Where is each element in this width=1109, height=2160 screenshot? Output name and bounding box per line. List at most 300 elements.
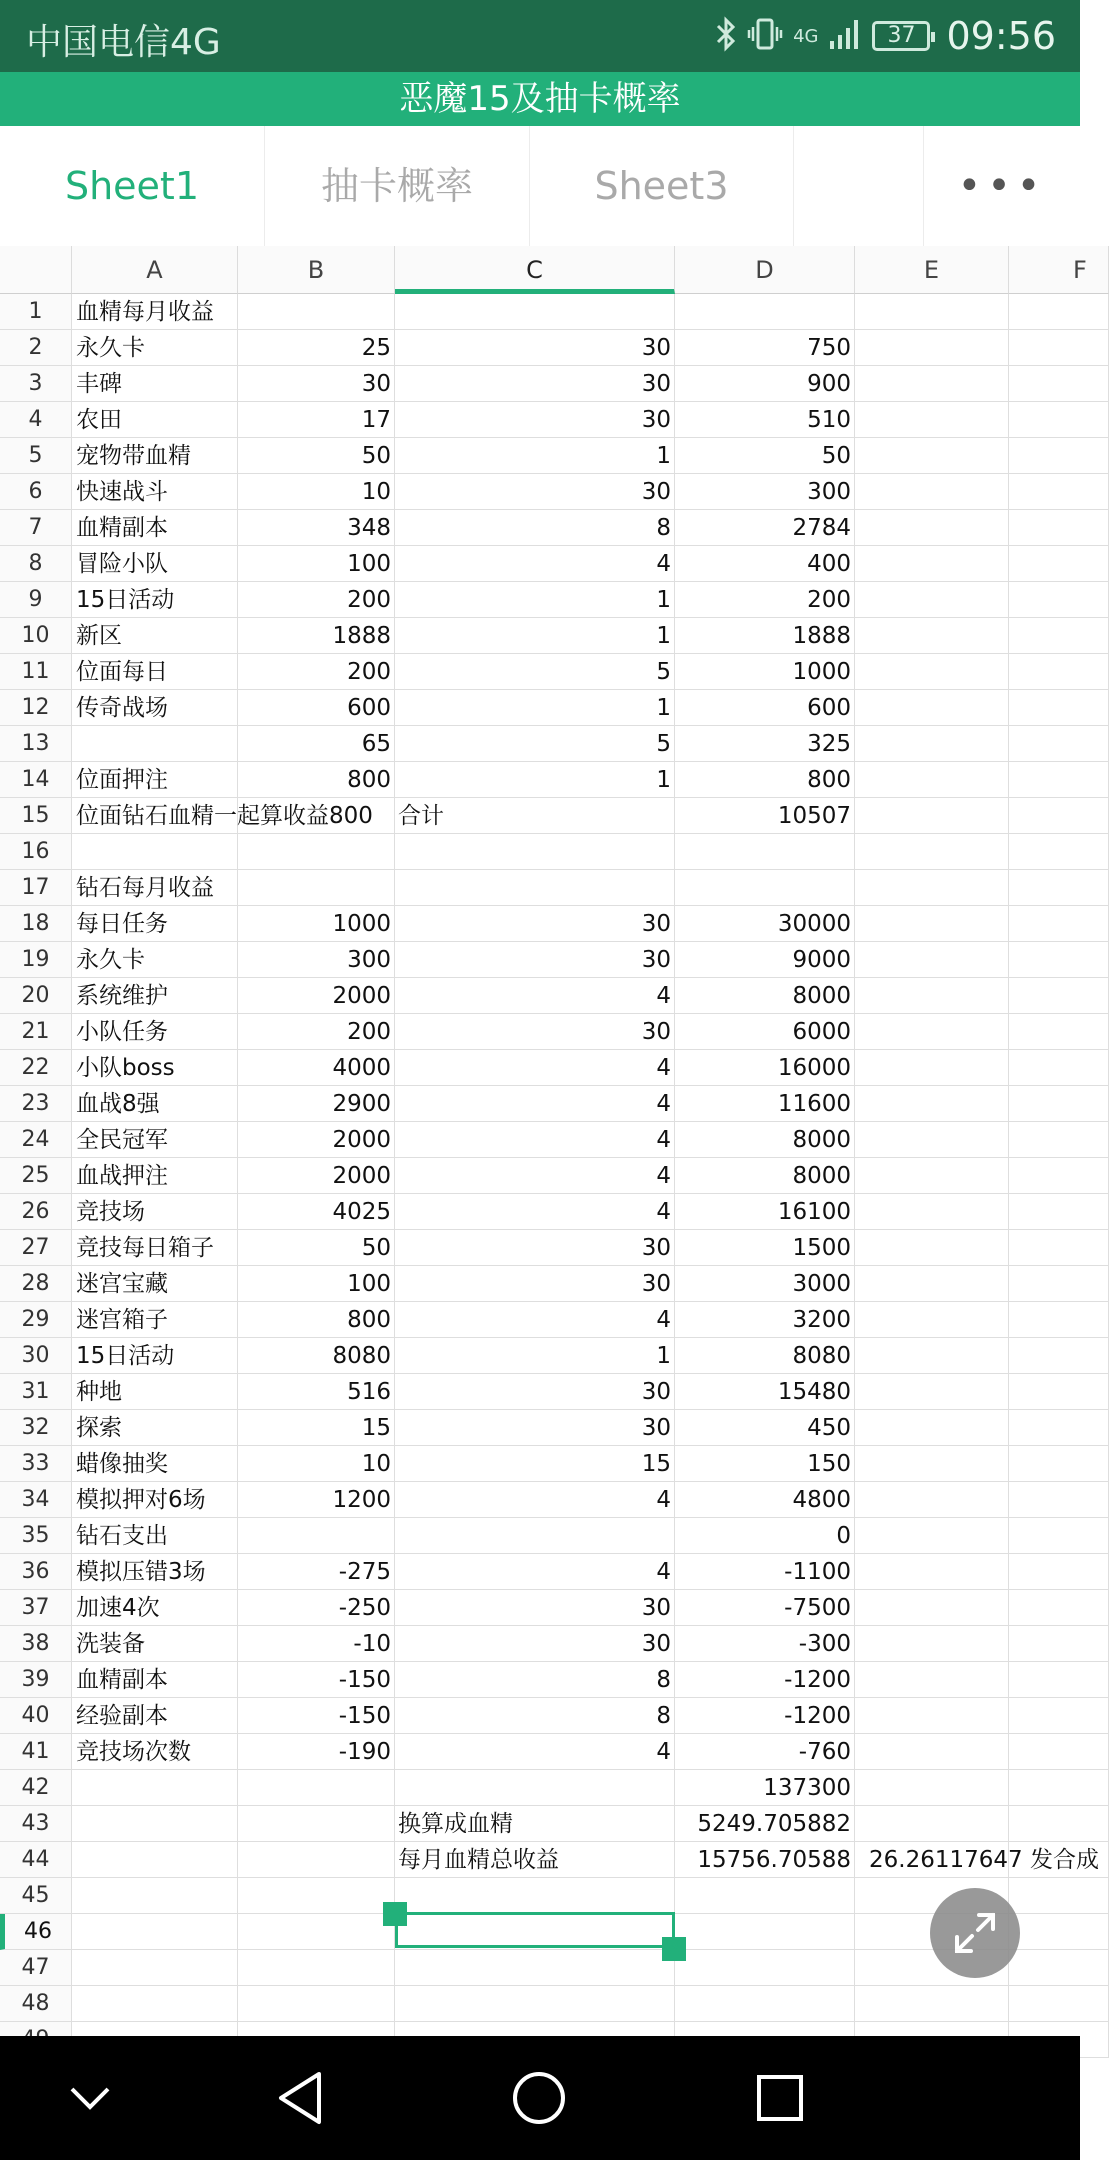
cell-c[interactable]: 30 bbox=[395, 1590, 675, 1626]
cell-d[interactable]: 8080 bbox=[675, 1338, 855, 1374]
cell-a[interactable]: 迷宫宝藏 bbox=[72, 1266, 238, 1302]
cell-b[interactable]: 15 bbox=[238, 1410, 395, 1446]
cell-c[interactable]: 每月血精总收益 bbox=[395, 1842, 675, 1878]
cell-f[interactable] bbox=[1009, 1842, 1109, 1878]
cell-b[interactable] bbox=[238, 1878, 395, 1914]
row-number[interactable]: 8 bbox=[0, 546, 72, 582]
cell-f[interactable] bbox=[1009, 1338, 1109, 1374]
cell-c[interactable]: 30 bbox=[395, 330, 675, 366]
cell-e[interactable] bbox=[855, 654, 1009, 690]
cell-b[interactable]: 2900 bbox=[238, 1086, 395, 1122]
cell-c[interactable] bbox=[395, 1950, 675, 1986]
cell-f[interactable] bbox=[1009, 1698, 1109, 1734]
cell-c[interactable]: 30 bbox=[395, 1266, 675, 1302]
cell-d[interactable]: 137300 bbox=[675, 1770, 855, 1806]
cell-c[interactable]: 8 bbox=[395, 1698, 675, 1734]
row-number[interactable]: 29 bbox=[0, 1302, 72, 1338]
cell-f[interactable] bbox=[1009, 1950, 1109, 1986]
cell-f[interactable] bbox=[1009, 834, 1109, 870]
cell-b[interactable]: -10 bbox=[238, 1626, 395, 1662]
row-number[interactable]: 26 bbox=[0, 1194, 72, 1230]
cell-b[interactable]: 50 bbox=[238, 1230, 395, 1266]
cell-d[interactable]: 10507 bbox=[675, 798, 855, 834]
cell-b[interactable] bbox=[238, 1986, 395, 2022]
row-number[interactable]: 32 bbox=[0, 1410, 72, 1446]
cell-d[interactable]: 450 bbox=[675, 1410, 855, 1446]
cell-b[interactable]: 2000 bbox=[238, 1122, 395, 1158]
cell-d[interactable]: 8000 bbox=[675, 1122, 855, 1158]
selection-handle-end[interactable] bbox=[662, 1937, 686, 1961]
cell-e[interactable] bbox=[855, 690, 1009, 726]
cell-a[interactable]: 竞技场 bbox=[72, 1194, 238, 1230]
cell-e[interactable] bbox=[855, 1518, 1009, 1554]
cell-b[interactable]: 516 bbox=[238, 1374, 395, 1410]
cell-b[interactable] bbox=[238, 1950, 395, 1986]
cell-f[interactable] bbox=[1009, 1878, 1109, 1914]
cell-d[interactable]: 8000 bbox=[675, 1158, 855, 1194]
cell-f[interactable] bbox=[1009, 1806, 1109, 1842]
cell-e[interactable] bbox=[855, 1554, 1009, 1590]
cell-c[interactable]: 30 bbox=[395, 906, 675, 942]
cell-a[interactable] bbox=[72, 834, 238, 870]
cell-b[interactable]: 348 bbox=[238, 510, 395, 546]
row-number[interactable]: 28 bbox=[0, 1266, 72, 1302]
cell-a[interactable] bbox=[72, 1914, 238, 1950]
cell-b[interactable] bbox=[238, 1806, 395, 1842]
cell-e[interactable] bbox=[855, 726, 1009, 762]
cell-a[interactable]: 传奇战场 bbox=[72, 690, 238, 726]
cell-e[interactable] bbox=[855, 1158, 1009, 1194]
cell-f[interactable] bbox=[1009, 1410, 1109, 1446]
cell-d[interactable]: 16100 bbox=[675, 1194, 855, 1230]
row-number[interactable]: 31 bbox=[0, 1374, 72, 1410]
cell-f[interactable] bbox=[1009, 438, 1109, 474]
cell-e[interactable] bbox=[855, 1734, 1009, 1770]
cell-d[interactable]: 300 bbox=[675, 474, 855, 510]
cell-a[interactable]: 钻石支出 bbox=[72, 1518, 238, 1554]
cell-b[interactable] bbox=[238, 294, 395, 330]
cell-f[interactable] bbox=[1009, 1770, 1109, 1806]
cell-f[interactable] bbox=[1009, 582, 1109, 618]
cell-e[interactable] bbox=[855, 1086, 1009, 1122]
cell-b[interactable]: 30 bbox=[238, 366, 395, 402]
cell-a[interactable]: 蜡像抽奖 bbox=[72, 1446, 238, 1482]
cell-b[interactable] bbox=[238, 1842, 395, 1878]
cell-d[interactable]: 1888 bbox=[675, 618, 855, 654]
cell-c[interactable]: 30 bbox=[395, 1374, 675, 1410]
column-header-f[interactable]: F bbox=[1009, 246, 1109, 294]
cell-f[interactable] bbox=[1009, 1374, 1109, 1410]
cell-f[interactable] bbox=[1009, 1302, 1109, 1338]
cell-e[interactable] bbox=[855, 1410, 1009, 1446]
cell-f[interactable] bbox=[1009, 762, 1109, 798]
cell-e[interactable] bbox=[855, 978, 1009, 1014]
cell-e[interactable] bbox=[855, 546, 1009, 582]
cell-b[interactable]: -190 bbox=[238, 1734, 395, 1770]
cell-d[interactable]: 400 bbox=[675, 546, 855, 582]
cell-e[interactable] bbox=[855, 942, 1009, 978]
cell-d[interactable]: 5249.705882 bbox=[675, 1806, 855, 1842]
cell-f[interactable] bbox=[1009, 618, 1109, 654]
cell-c[interactable]: 30 bbox=[395, 1410, 675, 1446]
cell-d[interactable] bbox=[675, 1878, 855, 1914]
cell-b[interactable]: 200 bbox=[238, 654, 395, 690]
column-header-b[interactable]: B bbox=[238, 246, 395, 294]
cell-b[interactable]: 1200 bbox=[238, 1482, 395, 1518]
cell-b[interactable] bbox=[238, 1770, 395, 1806]
cell-d[interactable] bbox=[675, 834, 855, 870]
cell-b[interactable]: -150 bbox=[238, 1662, 395, 1698]
cell-selection[interactable] bbox=[395, 1912, 675, 1948]
cell-a[interactable]: 血战8强 bbox=[72, 1086, 238, 1122]
cell-b[interactable] bbox=[238, 870, 395, 906]
row-number[interactable]: 16 bbox=[0, 834, 72, 870]
cell-e[interactable] bbox=[855, 1806, 1009, 1842]
row-number[interactable]: 9 bbox=[0, 582, 72, 618]
row-number[interactable]: 42 bbox=[0, 1770, 72, 1806]
cell-a[interactable]: 位面每日 bbox=[72, 654, 238, 690]
cell-a[interactable] bbox=[72, 1806, 238, 1842]
cell-e[interactable] bbox=[855, 870, 1009, 906]
cell-e[interactable] bbox=[855, 1626, 1009, 1662]
cell-e[interactable] bbox=[855, 834, 1009, 870]
row-number[interactable]: 25 bbox=[0, 1158, 72, 1194]
row-number[interactable]: 24 bbox=[0, 1122, 72, 1158]
cell-c[interactable]: 4 bbox=[395, 1122, 675, 1158]
cell-e[interactable] bbox=[855, 1986, 1009, 2022]
row-number[interactable]: 1 bbox=[0, 294, 72, 330]
cell-e[interactable] bbox=[855, 1590, 1009, 1626]
cell-b[interactable]: 65 bbox=[238, 726, 395, 762]
selection-handle-start[interactable] bbox=[383, 1902, 407, 1926]
cell-d[interactable]: 16000 bbox=[675, 1050, 855, 1086]
row-number[interactable]: 22 bbox=[0, 1050, 72, 1086]
back-button[interactable] bbox=[266, 2064, 334, 2132]
cell-c[interactable]: 4 bbox=[395, 1554, 675, 1590]
cell-a[interactable]: 迷宫箱子 bbox=[72, 1302, 238, 1338]
row-number[interactable]: 6 bbox=[0, 474, 72, 510]
cell-c[interactable]: 30 bbox=[395, 1230, 675, 1266]
row-number[interactable]: 48 bbox=[0, 1986, 72, 2022]
home-button[interactable] bbox=[505, 2064, 573, 2132]
cell-e[interactable] bbox=[855, 618, 1009, 654]
cell-e[interactable]: 26.26117647 发合成 bbox=[855, 1842, 1009, 1878]
row-number[interactable]: 7 bbox=[0, 510, 72, 546]
cell-f[interactable] bbox=[1009, 1986, 1109, 2022]
cell-f[interactable] bbox=[1009, 1194, 1109, 1230]
cell-d[interactable] bbox=[675, 870, 855, 906]
cell-c[interactable]: 30 bbox=[395, 1626, 675, 1662]
row-number[interactable]: 43 bbox=[0, 1806, 72, 1842]
cell-f[interactable] bbox=[1009, 1086, 1109, 1122]
row-number[interactable]: 19 bbox=[0, 942, 72, 978]
cell-f[interactable] bbox=[1009, 690, 1109, 726]
row-number[interactable]: 5 bbox=[0, 438, 72, 474]
cell-c[interactable] bbox=[395, 834, 675, 870]
column-header-c[interactable]: C bbox=[395, 246, 675, 294]
cell-f[interactable] bbox=[1009, 1590, 1109, 1626]
row-number[interactable]: 18 bbox=[0, 906, 72, 942]
cell-d[interactable] bbox=[675, 1986, 855, 2022]
cell-e[interactable] bbox=[855, 798, 1009, 834]
cell-d[interactable]: 0 bbox=[675, 1518, 855, 1554]
cell-b[interactable]: 200 bbox=[238, 582, 395, 618]
cell-f[interactable] bbox=[1009, 1914, 1109, 1950]
cell-d[interactable] bbox=[675, 1950, 855, 1986]
cell-b[interactable] bbox=[238, 798, 395, 834]
cell-a[interactable]: 位面钻石血精一起算收益800 bbox=[72, 798, 238, 834]
cell-c[interactable]: 1 bbox=[395, 438, 675, 474]
cell-f[interactable] bbox=[1009, 546, 1109, 582]
cell-b[interactable]: 1888 bbox=[238, 618, 395, 654]
cell-d[interactable]: 3000 bbox=[675, 1266, 855, 1302]
cell-c[interactable]: 4 bbox=[395, 1158, 675, 1194]
cell-a[interactable] bbox=[72, 726, 238, 762]
cell-b[interactable]: 600 bbox=[238, 690, 395, 726]
cell-c[interactable]: 1 bbox=[395, 690, 675, 726]
cell-a[interactable]: 小队boss bbox=[72, 1050, 238, 1086]
cell-b[interactable]: 2000 bbox=[238, 978, 395, 1014]
cell-e[interactable] bbox=[855, 1446, 1009, 1482]
cell-d[interactable]: 11600 bbox=[675, 1086, 855, 1122]
row-number[interactable]: 35 bbox=[0, 1518, 72, 1554]
fullscreen-expand-button[interactable] bbox=[930, 1888, 1020, 1978]
cell-d[interactable]: 1000 bbox=[675, 654, 855, 690]
cell-a[interactable]: 探索 bbox=[72, 1410, 238, 1446]
cell-b[interactable]: -150 bbox=[238, 1698, 395, 1734]
cell-a[interactable]: 血精副本 bbox=[72, 1662, 238, 1698]
row-number[interactable]: 12 bbox=[0, 690, 72, 726]
cell-d[interactable] bbox=[675, 294, 855, 330]
cell-d[interactable]: 4800 bbox=[675, 1482, 855, 1518]
cell-a[interactable]: 竞技每日箱子 bbox=[72, 1230, 238, 1266]
cell-d[interactable]: -1100 bbox=[675, 1554, 855, 1590]
cell-f[interactable] bbox=[1009, 726, 1109, 762]
cell-f[interactable] bbox=[1009, 1554, 1109, 1590]
cell-b[interactable]: 1000 bbox=[238, 906, 395, 942]
row-number[interactable]: 4 bbox=[0, 402, 72, 438]
cell-d[interactable]: 800 bbox=[675, 762, 855, 798]
cell-a[interactable]: 冒险小队 bbox=[72, 546, 238, 582]
cell-c[interactable] bbox=[395, 294, 675, 330]
cell-f[interactable] bbox=[1009, 654, 1109, 690]
cell-f[interactable] bbox=[1009, 978, 1109, 1014]
select-all-corner[interactable] bbox=[0, 246, 72, 294]
cell-c[interactable]: 30 bbox=[395, 474, 675, 510]
chevron-down-icon[interactable] bbox=[56, 2064, 124, 2132]
tab-sheet1[interactable]: Sheet1 bbox=[0, 126, 265, 246]
cell-f[interactable] bbox=[1009, 1014, 1109, 1050]
row-number[interactable]: 41 bbox=[0, 1734, 72, 1770]
cell-c[interactable]: 15 bbox=[395, 1446, 675, 1482]
cell-a[interactable]: 位面押注 bbox=[72, 762, 238, 798]
cell-e[interactable] bbox=[855, 1230, 1009, 1266]
cell-e[interactable] bbox=[855, 1266, 1009, 1302]
cell-d[interactable]: -760 bbox=[675, 1734, 855, 1770]
cell-e[interactable] bbox=[855, 582, 1009, 618]
cell-d[interactable]: 200 bbox=[675, 582, 855, 618]
cell-e[interactable] bbox=[855, 1374, 1009, 1410]
cell-c[interactable]: 1 bbox=[395, 618, 675, 654]
cell-c[interactable]: 4 bbox=[395, 1482, 675, 1518]
cell-b[interactable]: 10 bbox=[238, 474, 395, 510]
cell-e[interactable] bbox=[855, 366, 1009, 402]
cell-c[interactable]: 合计 bbox=[395, 798, 675, 834]
cell-b[interactable] bbox=[238, 1914, 395, 1950]
cell-b[interactable]: 4000 bbox=[238, 1050, 395, 1086]
cell-f[interactable] bbox=[1009, 1122, 1109, 1158]
cell-b[interactable]: 10 bbox=[238, 1446, 395, 1482]
cell-a[interactable]: 竞技场次数 bbox=[72, 1734, 238, 1770]
cell-c[interactable]: 4 bbox=[395, 1194, 675, 1230]
cell-d[interactable]: -300 bbox=[675, 1626, 855, 1662]
cell-a[interactable]: 血精每月收益 bbox=[72, 294, 238, 330]
cell-d[interactable]: 1500 bbox=[675, 1230, 855, 1266]
cell-a[interactable]: 新区 bbox=[72, 618, 238, 654]
cell-d[interactable]: 510 bbox=[675, 402, 855, 438]
column-header-a[interactable]: A bbox=[72, 246, 238, 294]
row-number[interactable]: 47 bbox=[0, 1950, 72, 1986]
row-number[interactable]: 38 bbox=[0, 1626, 72, 1662]
cell-d[interactable]: 3200 bbox=[675, 1302, 855, 1338]
cell-e[interactable] bbox=[855, 1338, 1009, 1374]
cell-e[interactable] bbox=[855, 1302, 1009, 1338]
cell-d[interactable]: 15756.70588 bbox=[675, 1842, 855, 1878]
tab-sheet3[interactable]: Sheet3 bbox=[530, 126, 794, 246]
cell-a[interactable]: 血精副本 bbox=[72, 510, 238, 546]
cell-c[interactable]: 1 bbox=[395, 1338, 675, 1374]
cell-a[interactable]: 模拟押对6场 bbox=[72, 1482, 238, 1518]
cell-e[interactable] bbox=[855, 1482, 1009, 1518]
cell-a[interactable]: 15日活动 bbox=[72, 582, 238, 618]
row-number[interactable]: 21 bbox=[0, 1014, 72, 1050]
cell-b[interactable]: 200 bbox=[238, 1014, 395, 1050]
row-number[interactable]: 45 bbox=[0, 1878, 72, 1914]
row-number[interactable]: 3 bbox=[0, 366, 72, 402]
row-number[interactable]: 33 bbox=[0, 1446, 72, 1482]
cell-b[interactable]: 25 bbox=[238, 330, 395, 366]
cell-f[interactable] bbox=[1009, 906, 1109, 942]
cell-d[interactable]: -1200 bbox=[675, 1662, 855, 1698]
cell-e[interactable] bbox=[855, 1014, 1009, 1050]
cell-b[interactable]: 17 bbox=[238, 402, 395, 438]
cell-f[interactable] bbox=[1009, 1482, 1109, 1518]
cell-c[interactable]: 30 bbox=[395, 366, 675, 402]
recent-apps-button[interactable] bbox=[746, 2064, 814, 2132]
cell-c[interactable]: 8 bbox=[395, 510, 675, 546]
cell-a[interactable]: 每日任务 bbox=[72, 906, 238, 942]
cell-f[interactable] bbox=[1009, 1230, 1109, 1266]
cell-d[interactable]: 750 bbox=[675, 330, 855, 366]
cell-e[interactable] bbox=[855, 1194, 1009, 1230]
cell-e[interactable] bbox=[855, 1698, 1009, 1734]
cell-f[interactable] bbox=[1009, 366, 1109, 402]
cell-d[interactable]: 9000 bbox=[675, 942, 855, 978]
more-tabs-button[interactable]: ••• bbox=[957, 163, 1047, 209]
row-number[interactable]: 14 bbox=[0, 762, 72, 798]
cell-b[interactable]: 50 bbox=[238, 438, 395, 474]
cell-f[interactable] bbox=[1009, 1734, 1109, 1770]
cell-f[interactable] bbox=[1009, 474, 1109, 510]
cell-b[interactable]: 4025 bbox=[238, 1194, 395, 1230]
cell-d[interactable]: 2784 bbox=[675, 510, 855, 546]
cell-a[interactable]: 钻石每月收益 bbox=[72, 870, 238, 906]
cell-b[interactable]: -250 bbox=[238, 1590, 395, 1626]
row-number[interactable]: 39 bbox=[0, 1662, 72, 1698]
row-number[interactable]: 15 bbox=[0, 798, 72, 834]
cell-a[interactable]: 丰碑 bbox=[72, 366, 238, 402]
cell-b[interactable]: 800 bbox=[238, 1302, 395, 1338]
cell-e[interactable] bbox=[855, 762, 1009, 798]
cell-d[interactable] bbox=[675, 1914, 855, 1950]
cell-f[interactable] bbox=[1009, 330, 1109, 366]
cell-c[interactable] bbox=[395, 870, 675, 906]
cell-a[interactable]: 模拟压错3场 bbox=[72, 1554, 238, 1590]
cell-a[interactable]: 经验副本 bbox=[72, 1698, 238, 1734]
cell-f[interactable] bbox=[1009, 294, 1109, 330]
cell-b[interactable]: 8080 bbox=[238, 1338, 395, 1374]
cell-b[interactable]: 2000 bbox=[238, 1158, 395, 1194]
cell-a[interactable]: 快速战斗 bbox=[72, 474, 238, 510]
cell-f[interactable] bbox=[1009, 1446, 1109, 1482]
cell-a[interactable]: 永久卡 bbox=[72, 942, 238, 978]
cell-d[interactable]: 30000 bbox=[675, 906, 855, 942]
row-number[interactable]: 37 bbox=[0, 1590, 72, 1626]
cell-a[interactable]: 农田 bbox=[72, 402, 238, 438]
cell-e[interactable] bbox=[855, 402, 1009, 438]
spreadsheet-grid[interactable] bbox=[0, 246, 1099, 2036]
cell-b[interactable]: -275 bbox=[238, 1554, 395, 1590]
cell-a[interactable] bbox=[72, 1878, 238, 1914]
tab-empty[interactable] bbox=[794, 126, 924, 246]
cell-e[interactable] bbox=[855, 474, 1009, 510]
row-number[interactable]: 10 bbox=[0, 618, 72, 654]
cell-c[interactable]: 1 bbox=[395, 762, 675, 798]
cell-b[interactable]: 800 bbox=[238, 762, 395, 798]
row-number[interactable]: 17 bbox=[0, 870, 72, 906]
cell-e[interactable] bbox=[855, 510, 1009, 546]
column-header-e[interactable]: E bbox=[855, 246, 1009, 294]
row-number[interactable]: 36 bbox=[0, 1554, 72, 1590]
cell-f[interactable] bbox=[1009, 798, 1109, 834]
row-number[interactable]: 11 bbox=[0, 654, 72, 690]
cell-f[interactable] bbox=[1009, 1050, 1109, 1086]
cell-e[interactable] bbox=[855, 330, 1009, 366]
cell-a[interactable] bbox=[72, 1986, 238, 2022]
cell-e[interactable] bbox=[855, 294, 1009, 330]
cell-c[interactable]: 4 bbox=[395, 1302, 675, 1338]
cell-c[interactable]: 8 bbox=[395, 1662, 675, 1698]
cell-d[interactable]: 325 bbox=[675, 726, 855, 762]
cell-a[interactable]: 系统维护 bbox=[72, 978, 238, 1014]
cell-d[interactable]: 8000 bbox=[675, 978, 855, 1014]
cell-c[interactable]: 4 bbox=[395, 1734, 675, 1770]
cell-e[interactable] bbox=[855, 438, 1009, 474]
row-number[interactable]: 44 bbox=[0, 1842, 72, 1878]
cell-a[interactable]: 宠物带血精 bbox=[72, 438, 238, 474]
cell-e[interactable] bbox=[855, 1122, 1009, 1158]
cell-b[interactable] bbox=[238, 1518, 395, 1554]
cell-c[interactable] bbox=[395, 1518, 675, 1554]
cell-e[interactable] bbox=[855, 906, 1009, 942]
cell-a[interactable]: 加速4次 bbox=[72, 1590, 238, 1626]
row-number[interactable]: 40 bbox=[0, 1698, 72, 1734]
cell-a[interactable] bbox=[72, 1770, 238, 1806]
row-number[interactable]: 20 bbox=[0, 978, 72, 1014]
cell-d[interactable]: 150 bbox=[675, 1446, 855, 1482]
row-number[interactable]: 34 bbox=[0, 1482, 72, 1518]
row-number[interactable]: 27 bbox=[0, 1230, 72, 1266]
